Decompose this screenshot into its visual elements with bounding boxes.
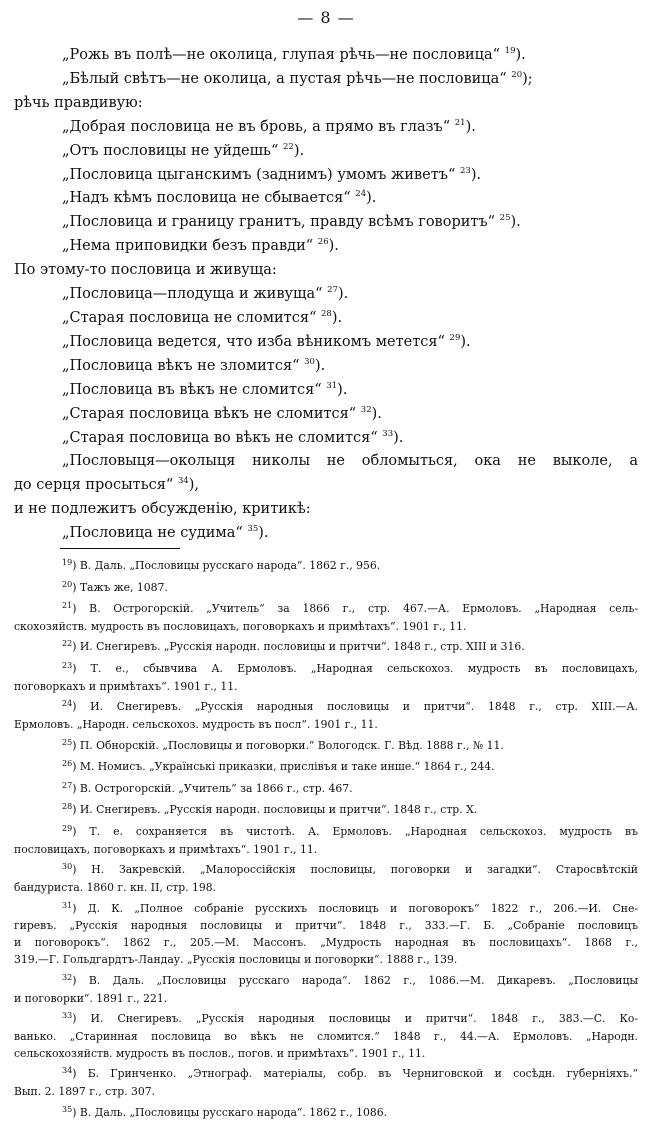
- footnote-ref: 23: [460, 165, 471, 176]
- line-tail: ).: [470, 166, 482, 183]
- footnote-text: Т. е., сбывчива А. Ермоловъ. „Народная сельскохоз. мудрость въ пословицахъ,: [90, 661, 638, 675]
- footnote-text: ванько. „Старинная пословица во вѣкъ не сломится.“ 1848 г., 44.—А. Ермоловъ. „Народн.: [14, 1030, 638, 1044]
- footnote-number: 20: [62, 579, 73, 589]
- footnote-separator: [60, 548, 180, 549]
- line-tail: ).: [328, 238, 339, 255]
- footnote: [14, 738, 638, 756]
- footnote-line: [14, 1084, 638, 1101]
- text-line: [14, 403, 638, 427]
- footnote-line: [14, 952, 638, 969]
- footnote-line: [14, 1029, 638, 1046]
- line-text: „Пословица цыганскимъ (заднимъ) умомъ живетъ“: [62, 166, 456, 183]
- footnote-text: В. Даль. „Пословицы русскаго народа“. 1862 г., 1086.: [79, 1105, 388, 1119]
- footnote-ref: 31: [326, 380, 338, 391]
- footnote-text: поговоркахъ и примѣтахъ“. 1901 г., 11.: [14, 679, 238, 693]
- footnote-line: [14, 619, 638, 636]
- footnote-number: 22: [62, 639, 73, 649]
- footnote-text: 319.—Г. Гольдгардтъ-Ландау. „Русскiя пословицы и поговорки“. 1888 г., 139.: [14, 953, 458, 967]
- footnote-number: 31: [62, 900, 73, 910]
- text-line: [14, 235, 638, 259]
- line-text: „Бѣлый свѣтъ—не околица, а пустая рѣчь—не пословица“: [62, 70, 507, 87]
- text-line: [14, 283, 638, 307]
- footnote-line: $^{19}$) В. Даль. „Пословицы русскаго народа“. 1862 г., 956.: [62, 558, 381, 572]
- footnote-ref: 32: [360, 404, 372, 415]
- footnotes: [14, 558, 638, 1126]
- footnote-line: $^{22}$) И. Снегиревъ. „Русскiя народн. пословицы и притчи“. 1848 г., стр. XIII и 316.: [62, 639, 525, 654]
- footnote-ref: 26: [317, 237, 329, 248]
- line-tail: ).: [331, 309, 343, 326]
- footnote-text: Н. Закревскiй. „Малороссiйскiя пословицы, поговорки и загадки“. Старосвѣтскiй: [91, 863, 638, 877]
- footnote-line: [14, 1046, 638, 1063]
- footnote-text: Ермоловъ. „Народн. сельскохоз. мудрость въ посл“. 1901 г., 11.: [14, 718, 378, 732]
- line-tail: ).: [366, 190, 377, 207]
- line-text: „Пословица—плодуща и живуща“: [62, 286, 323, 303]
- text-line: [14, 92, 638, 116]
- footnote-ref: 34: [177, 476, 189, 487]
- line-tail: ).: [293, 142, 305, 159]
- text-line: [14, 140, 638, 164]
- line-text: „Отъ пословицы не уйдешь“: [62, 142, 279, 159]
- footnote-text: И. Снегиревъ. „Русскiя народныя пословицы и притчи“. 1848 г., стр. XIII.—А.: [90, 700, 638, 714]
- page-number: — 8 —: [297, 8, 355, 27]
- footnote: [14, 1105, 638, 1123]
- footnote-line: $^{34}$) Б. Гринченко. „Этнограф. матерiалы, собр. въ Черниговской и сосѣдн. губернiяхъ.“: [62, 1066, 638, 1081]
- text-line: [14, 450, 638, 474]
- text-line: [14, 427, 638, 451]
- footnote-ref: 20: [511, 69, 523, 80]
- footnote: [14, 1066, 638, 1101]
- footnote-text: В. Даль. „Пословицы русскаго народа“. 1862 г., 956.: [79, 559, 381, 572]
- footnote-ref: 30: [304, 356, 315, 367]
- footnote: [14, 601, 638, 636]
- footnote: [14, 1011, 638, 1063]
- footnote-number: 21: [62, 601, 73, 610]
- line-tail: ),: [188, 477, 199, 494]
- text-line: [14, 498, 638, 522]
- line-text: По этому-то пословица и живуща:: [14, 262, 277, 279]
- footnote-text: и поговорки“. 1891 г., 221.: [14, 991, 168, 1005]
- line-text: „Пословица въ вѣкъ не сломится“: [62, 381, 322, 398]
- text-line: [14, 187, 638, 211]
- line-tail: ).: [258, 525, 269, 542]
- footnote-line: $^{27}$) В. Острогорскiй. „Учитель“ за 1866 г., стр. 467.: [62, 780, 353, 795]
- text-line: [14, 331, 638, 355]
- line-text: „Старая пословица во вѣкъ не сломится“: [62, 429, 378, 446]
- line-text: „Добрая пословица не въ бровь, а прямо въ глазъ“: [62, 118, 451, 135]
- footnote-line: [14, 880, 638, 897]
- footnote-line: $^{26}$) М. Номисъ. „Українські приказки, прислівъя и таке инше.“ 1864 г., 244.: [62, 759, 495, 774]
- footnote-text: бандуриста. 1860 г. кн. II, стр. 198.: [14, 881, 217, 895]
- footnote-line: $^{33}$) И. Снегиревъ. „Русскiя народныя пословицы и притчи“. 1848 г., 383.—С. Ко-: [62, 1011, 638, 1026]
- footnote-number: 32: [62, 972, 73, 982]
- footnote-text: И. Снегиревъ. „Русскiя народн. пословицы и притчи“. 1848 г., стр. X.: [79, 803, 478, 817]
- main-text: [14, 44, 638, 546]
- text-line: [14, 211, 638, 235]
- footnote-text: В. Острогорскiй. „Учитель“ за 1866 г., стр. 467.: [79, 781, 353, 795]
- footnote-text: гиревъ. „Русскiя народныя пословицы и притчи“. 1848 г., 333.—Г. Б. „Собранiе пословицъ: [14, 919, 638, 933]
- footnote: [14, 580, 638, 598]
- footnote: [14, 781, 638, 799]
- footnote-number: 26: [62, 759, 73, 769]
- footnote: [14, 901, 638, 970]
- footnote: [14, 862, 638, 897]
- footnote-line: $^{24}$) И. Снегиревъ. „Русскiя народныя пословицы и притчи“. 1848 г., стр. XIII.—А.: [62, 699, 638, 714]
- text-line: [14, 307, 638, 331]
- footnote-line: $^{28}$) И. Снегиревъ. „Русскiя народн. пословицы и притчи“. 1848 г., стр. X.: [62, 802, 478, 817]
- text-line: [14, 164, 638, 188]
- footnote: [14, 824, 638, 859]
- footnote-line: [14, 991, 638, 1008]
- text-line: [14, 259, 638, 283]
- footnote-number: 29: [62, 823, 73, 833]
- footnote-text: Тажъ же, 1087.: [79, 580, 168, 594]
- line-tail: );: [522, 70, 533, 87]
- footnote-text: Вып. 2. 1897 г., стр. 307.: [14, 1085, 156, 1099]
- footnote-number: 30: [62, 862, 73, 872]
- line-tail: ).: [460, 333, 471, 350]
- footnote: [14, 973, 638, 1008]
- footnote-line: $^{30}$) Н. Закревскiй. „Малороссiйскiя пословицы, поговорки и загадки“. Старосвѣтскiй: [62, 862, 638, 877]
- footnote-ref: 19: [504, 46, 516, 56]
- footnote-line: $^{31}$) Д. К. „Полное собранiе русскихъ пословицъ и поговорокъ“ 1822 г., 206.—И. Сне-: [62, 900, 638, 915]
- line-text: „Старая пословица вѣкъ не сломится“: [62, 405, 357, 422]
- footnote: [14, 802, 638, 820]
- text-line: [14, 355, 638, 379]
- footnote-line: [14, 679, 638, 696]
- text-line: [14, 44, 638, 68]
- footnote-number: 33: [62, 1011, 73, 1021]
- line-text: рѣчь правдивую:: [14, 94, 143, 111]
- text-line: [14, 379, 638, 403]
- line-text: и не подлежитъ обсужденiю, критикѣ:: [14, 501, 311, 518]
- line-text: „Рожь въ полѣ—не околица, глупая рѣчь—не пословица“: [62, 47, 501, 63]
- footnote-line: $^{32}$) В. Даль. „Пословицы русскаго народа“. 1862 г., 1086.—М. Дикаревъ. „Пословицы: [62, 972, 638, 987]
- footnote-text: пословицахъ, поговоркахъ и примѣтахъ“. 1901 г., 11.: [14, 842, 318, 856]
- footnote-number: 23: [62, 660, 73, 670]
- footnote-line: $^{29}$) Т. е. сохраняется въ чистотѣ. А. Ермоловъ. „Народная сельскохоз. мудрость въ: [62, 823, 638, 838]
- footnote-text: И. Снегиревъ. „Русскiя народн. пословицы и притчи“. 1848 г., стр. XIII и 316.: [79, 640, 525, 654]
- footnote-number: 25: [62, 737, 73, 747]
- footnote-text: и поговорокъ“. 1862 г., 205.—М. Массонъ. „Мудрость народная въ пословицахъ“. 1868 г.,: [14, 936, 638, 950]
- line-text: „Надъ кѣмъ пословица не сбывается“: [62, 190, 351, 207]
- footnote-number: 35: [62, 1104, 73, 1114]
- line-tail: ).: [314, 357, 326, 374]
- footnote-ref: 29: [449, 332, 461, 343]
- footnote-text: сельскохозяйств. мудрость въ послов., погов. и примѣтахъ“. 1901 г., 11.: [14, 1046, 426, 1060]
- footnote-line: [14, 717, 638, 734]
- line-text: „Пословица и границу гранитъ, правду всѣмъ говоритъ“: [62, 214, 496, 231]
- footnote: [14, 699, 638, 734]
- line-tail: ).: [393, 429, 404, 446]
- footnote-ref: 21: [454, 117, 466, 128]
- line-text: до серця просыться“: [14, 477, 174, 494]
- footnote: [14, 558, 638, 576]
- line-text: „Пословица ведется, что изба вѣникомъ метется“: [62, 333, 445, 350]
- line-text: „Старая пословица не сломится“: [62, 309, 317, 326]
- footnote-text: И. Снегиревъ. „Русскiя народныя пословицы и притчи“. 1848 г., 383.—С. Ко-: [90, 1012, 638, 1026]
- footnote-ref: 24: [355, 189, 367, 200]
- text-line: [14, 116, 638, 140]
- line-text: „Пословыця—околыця николы не обломыться, ока не выколе, а: [62, 453, 638, 470]
- footnote-ref: 35: [247, 524, 259, 535]
- footnote-number: 28: [62, 802, 73, 812]
- line-tail: ).: [371, 405, 382, 422]
- footnote: [14, 759, 638, 777]
- footnote-ref: 27: [327, 285, 338, 296]
- text-line: [14, 474, 638, 498]
- footnote-line: $^{35}$) В. Даль. „Пословицы русскаго народа“. 1862 г., 1086.: [62, 1104, 388, 1119]
- footnote-number: 19: [62, 558, 73, 567]
- footnote-ref: 33: [382, 428, 394, 439]
- footnote-number: 27: [62, 780, 73, 790]
- line-tail: ).: [510, 214, 521, 231]
- footnote: [14, 639, 638, 657]
- text-line: [14, 68, 638, 92]
- footnote-line: [14, 918, 638, 935]
- footnote-line: [14, 842, 638, 859]
- line-tail: ).: [337, 381, 348, 398]
- footnote-line: $^{20}$) Тажъ же, 1087.: [62, 579, 168, 594]
- footnote-text: Д. К. „Полное собранiе русскихъ пословицъ и поговорокъ“ 1822 г., 206.—И. Сне-: [87, 901, 638, 915]
- footnote: [14, 661, 638, 696]
- text-line: [14, 522, 638, 546]
- line-tail: ).: [515, 47, 526, 63]
- line-tail: ).: [338, 286, 349, 303]
- footnote-number: 34: [62, 1066, 73, 1076]
- footnote-line: [14, 935, 638, 952]
- footnote-text: М. Номисъ. „Українські приказки, прислівъя и таке инше.“ 1864 г., 244.: [79, 760, 495, 774]
- footnote-text: Т. е. сохраняется въ чистотѣ. А. Ермоловъ. „Народная сельскохоз. мудрость въ: [89, 824, 638, 838]
- footnote-line: $^{25}$) П. Обнорскiй. „Пословицы и поговорки.“ Вологодск. Г. Вѣд. 1888 г., № 11.: [62, 737, 504, 752]
- footnote-line: $^{21}$) В. Острогорскiй. „Учитель“ за 1866 г., стр. 467.—А. Ермоловъ. „Народная сель-: [62, 601, 638, 615]
- footnote-text: В. Даль. „Пословицы русскаго народа“. 1862 г., 1086.—М. Дикаревъ. „Пословицы: [88, 973, 638, 987]
- line-text: „Пословица вѣкъ не зломится“: [62, 357, 300, 374]
- footnote-text: В. Острогорскiй. „Учитель“ за 1866 г., стр. 467.—А. Ермоловъ. „Народная сель-: [89, 602, 638, 615]
- footnote-text: скохозяйств. мудрость въ пословицахъ, поговоркахъ и примѣтахъ“. 1901 г., 11.: [14, 619, 467, 633]
- footnote-text: П. Обнорскiй. „Пословицы и поговорки.“ Вологодск. Г. Вѣд. 1888 г., № 11.: [79, 738, 504, 752]
- footnote-line: $^{23}$) Т. е., сбывчива А. Ермоловъ. „Народная сельскохоз. мудрость въ пословицахъ,: [62, 660, 638, 675]
- line-tail: ).: [465, 118, 476, 135]
- line-text: „Пословица не судима“: [62, 525, 243, 542]
- footnote-ref: 25: [499, 213, 511, 224]
- footnote-text: Б. Гринченко. „Этнограф. матерiалы, собр. въ Черниговской и сосѣдн. губернiяхъ.“: [87, 1067, 638, 1081]
- footnote-number: 24: [62, 699, 73, 709]
- line-text: „Нема приповидки безъ правди“: [62, 238, 314, 255]
- footnote-ref: 22: [282, 141, 294, 152]
- footnote-ref: 28: [321, 308, 332, 319]
